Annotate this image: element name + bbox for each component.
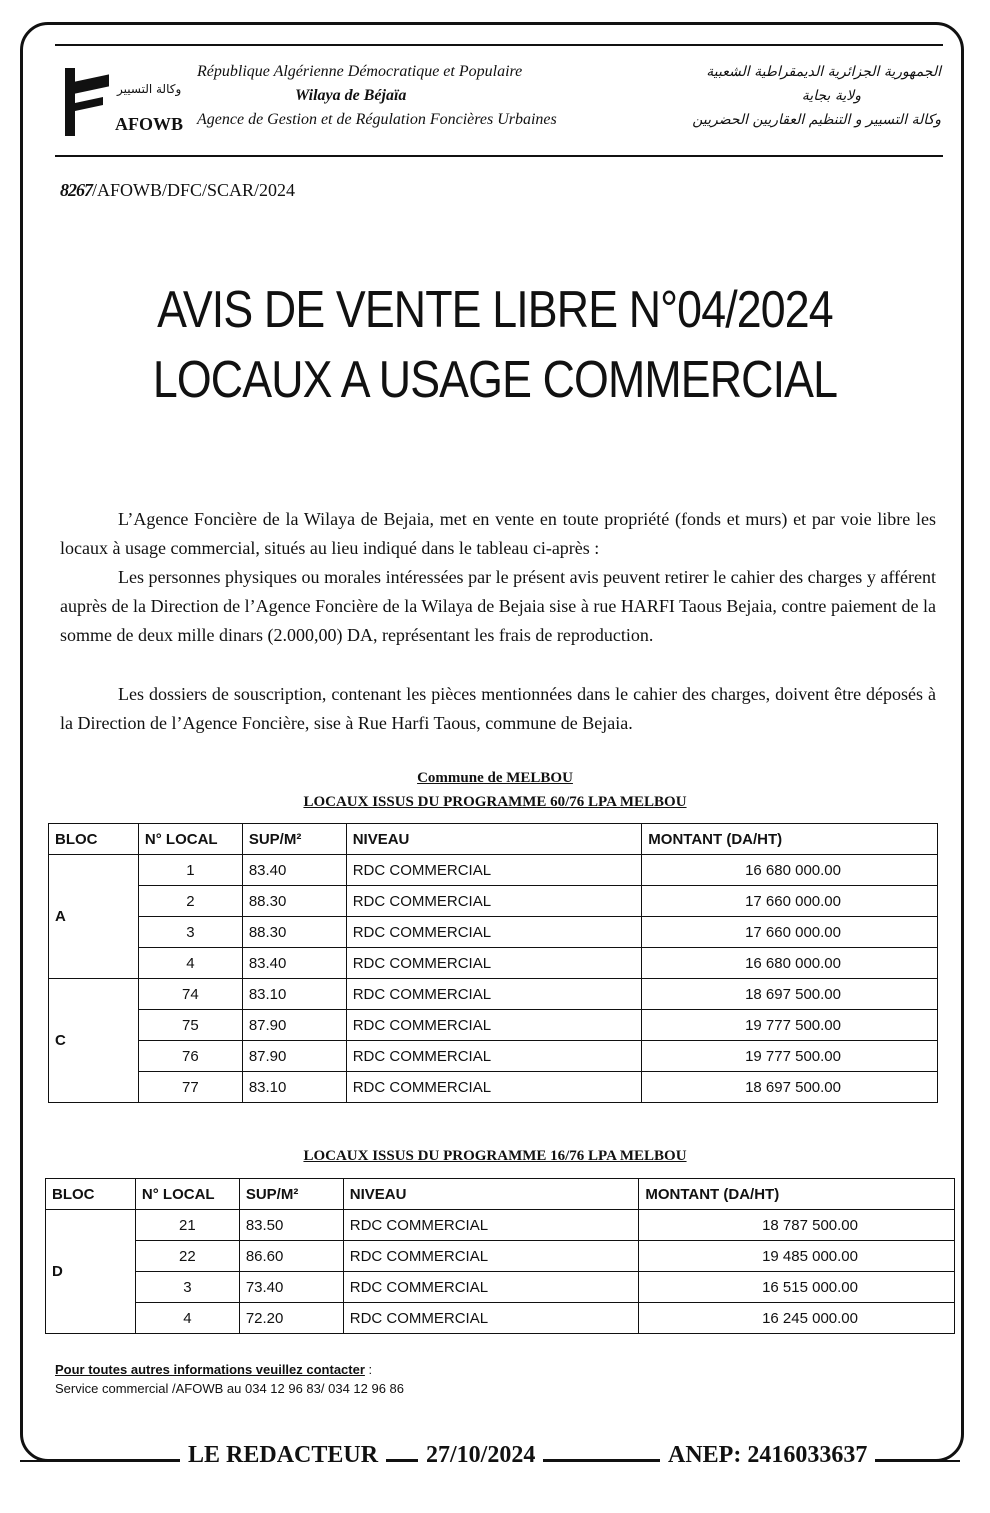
- agency-fr: Agence de Gestion et de Régulation Foncières Urbaines: [197, 111, 557, 128]
- table-row: [49, 1010, 938, 1041]
- paragraph-1: L’Agence Foncière de la Wilaya de Bejaia, met en vente en toute propriété (fonds et murs) et par voie libre les locaux à usage commercial, situés au lieu indiqué dans le tableau ci-après :: [60, 509, 936, 558]
- footer: [0, 1440, 990, 1480]
- surface-cell: 83.40: [242, 855, 346, 886]
- republic-ar: الجمهورية الجزائرية الديمقراطية الشعبية: [706, 64, 941, 80]
- niveau-cell: RDC COMMERCIAL: [343, 1303, 639, 1334]
- local-number-cell: 77: [138, 1072, 242, 1103]
- table-row: [46, 1303, 955, 1334]
- bloc-cell: A: [49, 855, 139, 979]
- column-header: SUP/M²: [242, 824, 346, 855]
- surface-cell: 83.50: [239, 1210, 343, 1241]
- montant-cell: 17 660 000.00: [642, 917, 938, 948]
- afowb-logo: [61, 68, 113, 136]
- contact-info: Pour toutes autres informations veuillez contacter : Service commercial /AFOWB au 034 12 96 83/ 034 12 96 86: [55, 1362, 405, 1396]
- montant-cell: 18 697 500.00: [642, 1072, 938, 1103]
- table-row: [49, 855, 938, 886]
- table1-caption: LOCAUX ISSUS DU PROGRAMME 60/76 LPA MELBOU: [303, 794, 687, 810]
- reference-number: [60, 180, 295, 201]
- table-programme-60-76: [48, 823, 938, 1103]
- paragraph-2: Les personnes physiques ou morales intéressées par le présent avis peuvent retirer le cahier des charges y afférent auprès de la Direction de l’Agence Foncière de la Wilaya de Bejaia sise à rue HARFI Taous Bejaia, contre paiement de la somme de deux mille dinars (2.000,00) DA, représentant les frais de reproduction.: [60, 567, 936, 645]
- montant-cell: 19 777 500.00: [642, 1010, 938, 1041]
- montant-cell: 18 697 500.00: [642, 979, 938, 1010]
- paragraph-3: Les dossiers de souscription, contenant les pièces mentionnées dans le cahier des charges, doivent être déposés à la Direction de l’Agence Foncière, sise à Rue Harfi Taous, commune de Bejaia.: [60, 684, 936, 733]
- local-number-cell: 1: [138, 855, 242, 886]
- table-header-row: [49, 824, 938, 855]
- bloc-cell: D: [46, 1210, 136, 1334]
- column-header: MONTANT (DA/HT): [639, 1179, 955, 1210]
- local-number-cell: 2: [138, 886, 242, 917]
- contact-heading: Pour toutes autres informations veuillez contacter: [55, 1362, 365, 1377]
- bloc-cell: C: [49, 979, 139, 1103]
- table2-caption: LOCAUX ISSUS DU PROGRAMME 16/76 LPA MELBOU: [303, 1148, 687, 1164]
- surface-cell: 87.90: [242, 1041, 346, 1072]
- footer-redacteur: LE REDACTEUR: [180, 1442, 386, 1469]
- surface-cell: 87.90: [242, 1010, 346, 1041]
- table-row: [49, 1072, 938, 1103]
- notice-title: AVIS DE VENTE LIBRE N°04/2024: [157, 281, 833, 339]
- column-header: BLOC: [49, 824, 139, 855]
- local-number-cell: 3: [135, 1272, 239, 1303]
- niveau-cell: RDC COMMERCIAL: [343, 1210, 639, 1241]
- surface-cell: 88.30: [242, 917, 346, 948]
- surface-cell: 73.40: [239, 1272, 343, 1303]
- column-header: N° LOCAL: [138, 824, 242, 855]
- local-number-cell: 21: [135, 1210, 239, 1241]
- table-row: [49, 886, 938, 917]
- reference-code: /AFOWB/DFC/SCAR/2024: [92, 180, 296, 200]
- table-row: [49, 1041, 938, 1072]
- surface-cell: 86.60: [239, 1241, 343, 1272]
- surface-cell: 88.30: [242, 886, 346, 917]
- local-number-cell: 3: [138, 917, 242, 948]
- column-header: MONTANT (DA/HT): [642, 824, 938, 855]
- republic-fr: République Algérienne Démocratique et Populaire: [197, 63, 523, 80]
- local-number-cell: 75: [138, 1010, 242, 1041]
- montant-cell: 16 680 000.00: [642, 855, 938, 886]
- surface-cell: 83.10: [242, 1072, 346, 1103]
- column-header: NIVEAU: [343, 1179, 639, 1210]
- column-header: BLOC: [46, 1179, 136, 1210]
- column-header: N° LOCAL: [135, 1179, 239, 1210]
- local-number-cell: 22: [135, 1241, 239, 1272]
- niveau-cell: RDC COMMERCIAL: [346, 1041, 642, 1072]
- wilaya-ar: ولاية بجاية: [801, 88, 861, 104]
- footer-anep: ANEP: 2416033637: [660, 1442, 875, 1469]
- agency-ar: وكالة التسيير و التنظيم العقاريين الحضريين: [692, 112, 941, 128]
- header-top-rule: [55, 44, 943, 46]
- table-programme-16-76: [45, 1178, 955, 1334]
- local-number-cell: 4: [138, 948, 242, 979]
- wilaya-fr: Wilaya de Béjaïa: [295, 87, 407, 104]
- table-row: [46, 1210, 955, 1241]
- surface-cell: 83.10: [242, 979, 346, 1010]
- montant-cell: 17 660 000.00: [642, 886, 938, 917]
- footer-date: 27/10/2024: [418, 1442, 543, 1469]
- header-arabic: [692, 60, 941, 132]
- local-number-cell: 74: [138, 979, 242, 1010]
- niveau-cell: RDC COMMERCIAL: [346, 948, 642, 979]
- niveau-cell: RDC COMMERCIAL: [343, 1272, 639, 1303]
- column-header: NIVEAU: [346, 824, 642, 855]
- contact-line: Service commercial /AFOWB au 034 12 96 83/ 034 12 96 86: [55, 1381, 405, 1396]
- letterhead: [55, 58, 943, 148]
- header-bottom-rule: [55, 155, 943, 157]
- reference-handwritten-number: 8267: [60, 180, 92, 200]
- niveau-cell: RDC COMMERCIAL: [346, 1010, 642, 1041]
- niveau-cell: RDC COMMERCIAL: [346, 979, 642, 1010]
- logo-arabic-text: وكالة التسيير: [117, 82, 182, 96]
- commune-heading: Commune de MELBOU: [417, 770, 573, 786]
- montant-cell: 18 787 500.00: [639, 1210, 955, 1241]
- surface-cell: 72.20: [239, 1303, 343, 1334]
- montant-cell: 16 515 000.00: [639, 1272, 955, 1303]
- montant-cell: 19 777 500.00: [642, 1041, 938, 1072]
- table-row: [49, 948, 938, 979]
- notice-subtitle: LOCAUX A USAGE COMMERCIAL: [152, 351, 838, 409]
- table-row: [49, 979, 938, 1010]
- surface-cell: 83.40: [242, 948, 346, 979]
- table-row: [49, 917, 938, 948]
- montant-cell: 19 485 000.00: [639, 1241, 955, 1272]
- niveau-cell: RDC COMMERCIAL: [346, 886, 642, 917]
- local-number-cell: 76: [138, 1041, 242, 1072]
- table-row: [46, 1241, 955, 1272]
- montant-cell: 16 680 000.00: [642, 948, 938, 979]
- logo-name: AFOWB: [115, 114, 184, 134]
- niveau-cell: RDC COMMERCIAL: [346, 917, 642, 948]
- table-header-row: [46, 1179, 955, 1210]
- local-number-cell: 4: [135, 1303, 239, 1334]
- niveau-cell: RDC COMMERCIAL: [343, 1241, 639, 1272]
- column-header: SUP/M²: [239, 1179, 343, 1210]
- montant-cell: 16 245 000.00: [639, 1303, 955, 1334]
- header-french: [197, 60, 557, 132]
- table-row: [46, 1272, 955, 1303]
- niveau-cell: RDC COMMERCIAL: [346, 855, 642, 886]
- niveau-cell: RDC COMMERCIAL: [346, 1072, 642, 1103]
